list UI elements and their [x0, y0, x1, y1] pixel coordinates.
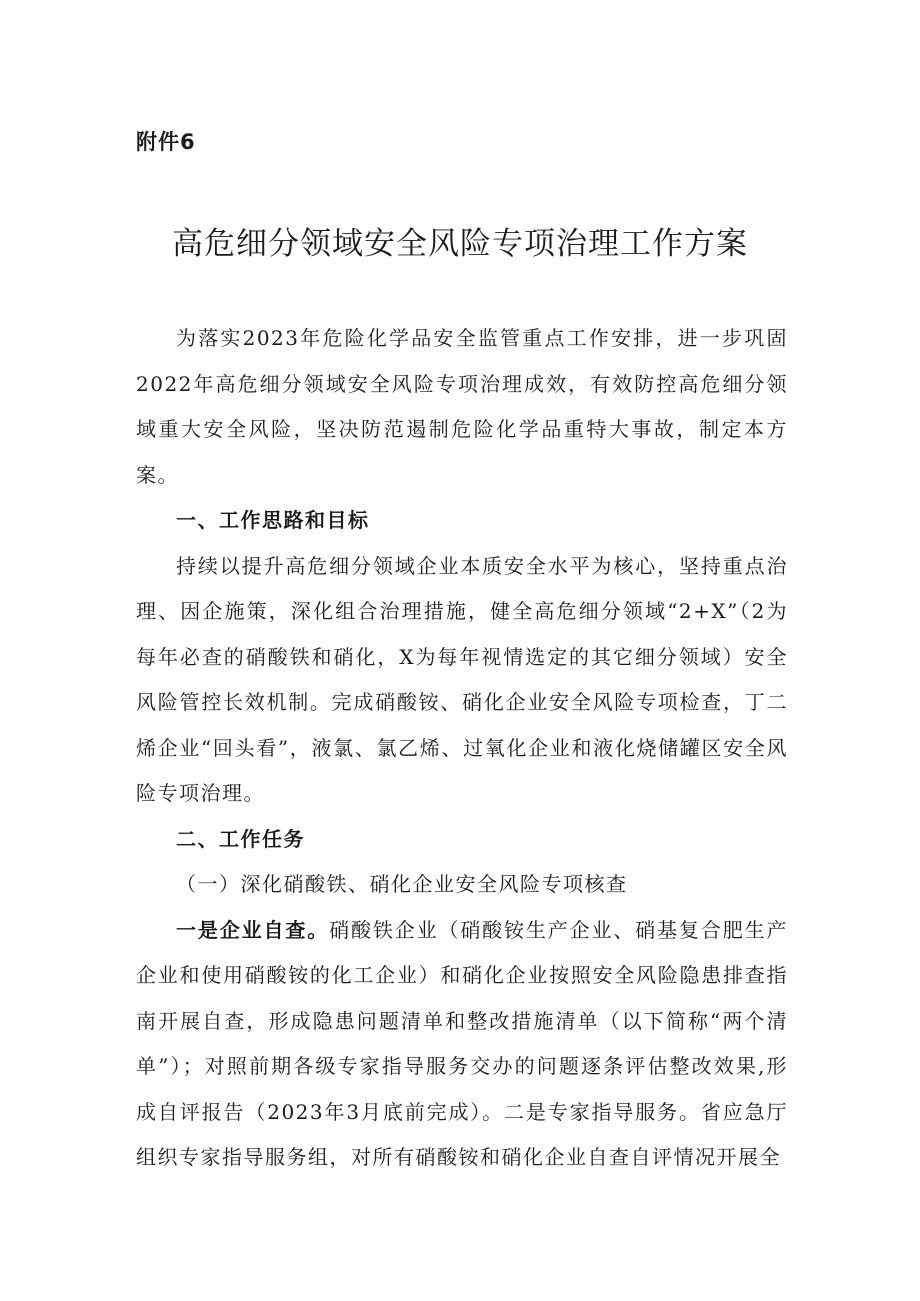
subsection-heading-1: （一）深化硝酸铁、硝化企业安全风险专项核查	[176, 872, 628, 896]
section-heading-2: 二、工作任务	[176, 826, 305, 851]
paragraph-text: 硝酸铁企业（硝酸铵生产企业、硝基复合肥生产企业和使用硝酸铵的化工企业）和硝化企业按照安全风险隐患排查指南开展自查，形成隐患问题清单和整改措施清单（以下简称“两个清单”）；对照前期各级专家指导服务交办的问题逐条评估整改效果,形成自评报告（2023年3月底前完成）。二是专家指导服务。省应急厅组织专家指导服务组，对所有硝酸铵和硝化企业自查自评情况开展全	[136, 917, 789, 1169]
attachment-label: 附件6	[136, 130, 196, 154]
section-heading-1: 一、工作思路和目标	[176, 508, 370, 532]
paragraph-lead: 一是企业自查。	[176, 917, 330, 942]
section-1-paragraph: 持续以提升高危细分领域企业本质安全水平为核心，坚持重点治理、因企施策，深化组合治理措施，健全高危细分领域“2+X”（2为每年必查的硝酸铁和硝化，X为每年视情选定的其它细分领域）安全风险管控长效机制。完成硝酸铵、硝化企业安全风险专项检查，丁二烯企业“回头看”，液氯、氯乙烯、过氧化企业和液化烧储罐区安全风险专项治理。	[136, 553, 788, 805]
intro-paragraph: 为落实2023年危险化学品安全监管重点工作安排，进一步巩固2022年高危细分领域安全风险专项治理成效，有效防控高危细分领域重大安全风险，坚决防范遏制危险化学品重特大事故，制定本方案。	[136, 326, 788, 487]
section-2-paragraph	[136, 908, 788, 1181]
document-title: 高危细分领域安全风险专项治理工作方案	[172, 226, 748, 262]
document-body	[136, 316, 788, 1181]
